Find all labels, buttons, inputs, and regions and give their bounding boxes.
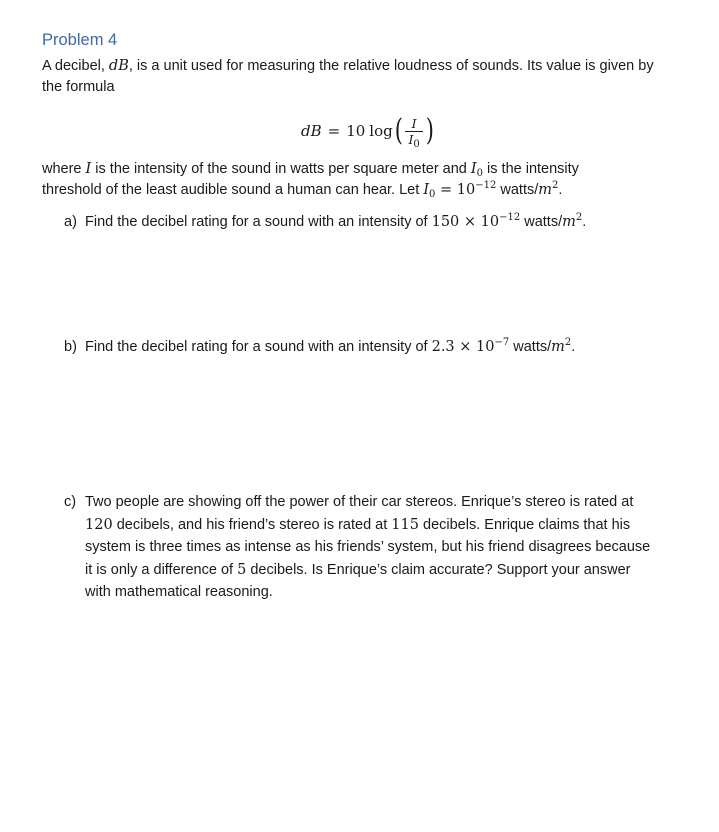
part-b-text: Find the decibel rating for a sound with an intensity of $2.3 \times 10^{-7}$ watts/$m^2$. xyxy=(85,337,576,355)
where-line-1: where I is the intensity of the sound in watts per square meter and $I_0$ is the intensity xyxy=(42,161,579,179)
part-b-label: b) xyxy=(64,339,77,355)
part-a-text: Find the decibel rating for a sound with an intensity of $150 \times 10^{-12}$ watts/$m^2$. xyxy=(85,212,587,230)
part-a-label: a) xyxy=(64,214,77,230)
decibel-formula: dB = 10 log ( $\frac{I}{I_0}$ ) xyxy=(301,113,434,150)
problem-heading: Problem 4 xyxy=(42,31,118,49)
intro-line-1: A decibel, dB, is a unit used for measuring the relative loudness of sounds. Its value is given by xyxy=(42,58,654,74)
intro-line-2: the formula xyxy=(42,79,115,95)
part-c-label: c) xyxy=(64,494,77,510)
where-line-2: threshold of the least audible sound a human can hear. Let $I_0 = 10^{-12}$ watts/$m^2$. xyxy=(42,180,563,200)
where-paragraph xyxy=(42,159,579,201)
part-c-text: Two people are showing off the power of their car stereos. Enrique’s stereo is rated at 120 decibels, and his friend’s stereo is rated at 115 decibels. Enrique claims that his system is three times as intense as his friends’ system, but his friend disagrees because it is only a difference of 5 decibels. Is Enrique’s claim accurate? Support your answer with mathematical reasoning. xyxy=(85,494,651,600)
intensity-ratio-fraction: $\frac{I}{I_0}$ xyxy=(405,116,422,147)
intro-paragraph xyxy=(42,56,654,98)
